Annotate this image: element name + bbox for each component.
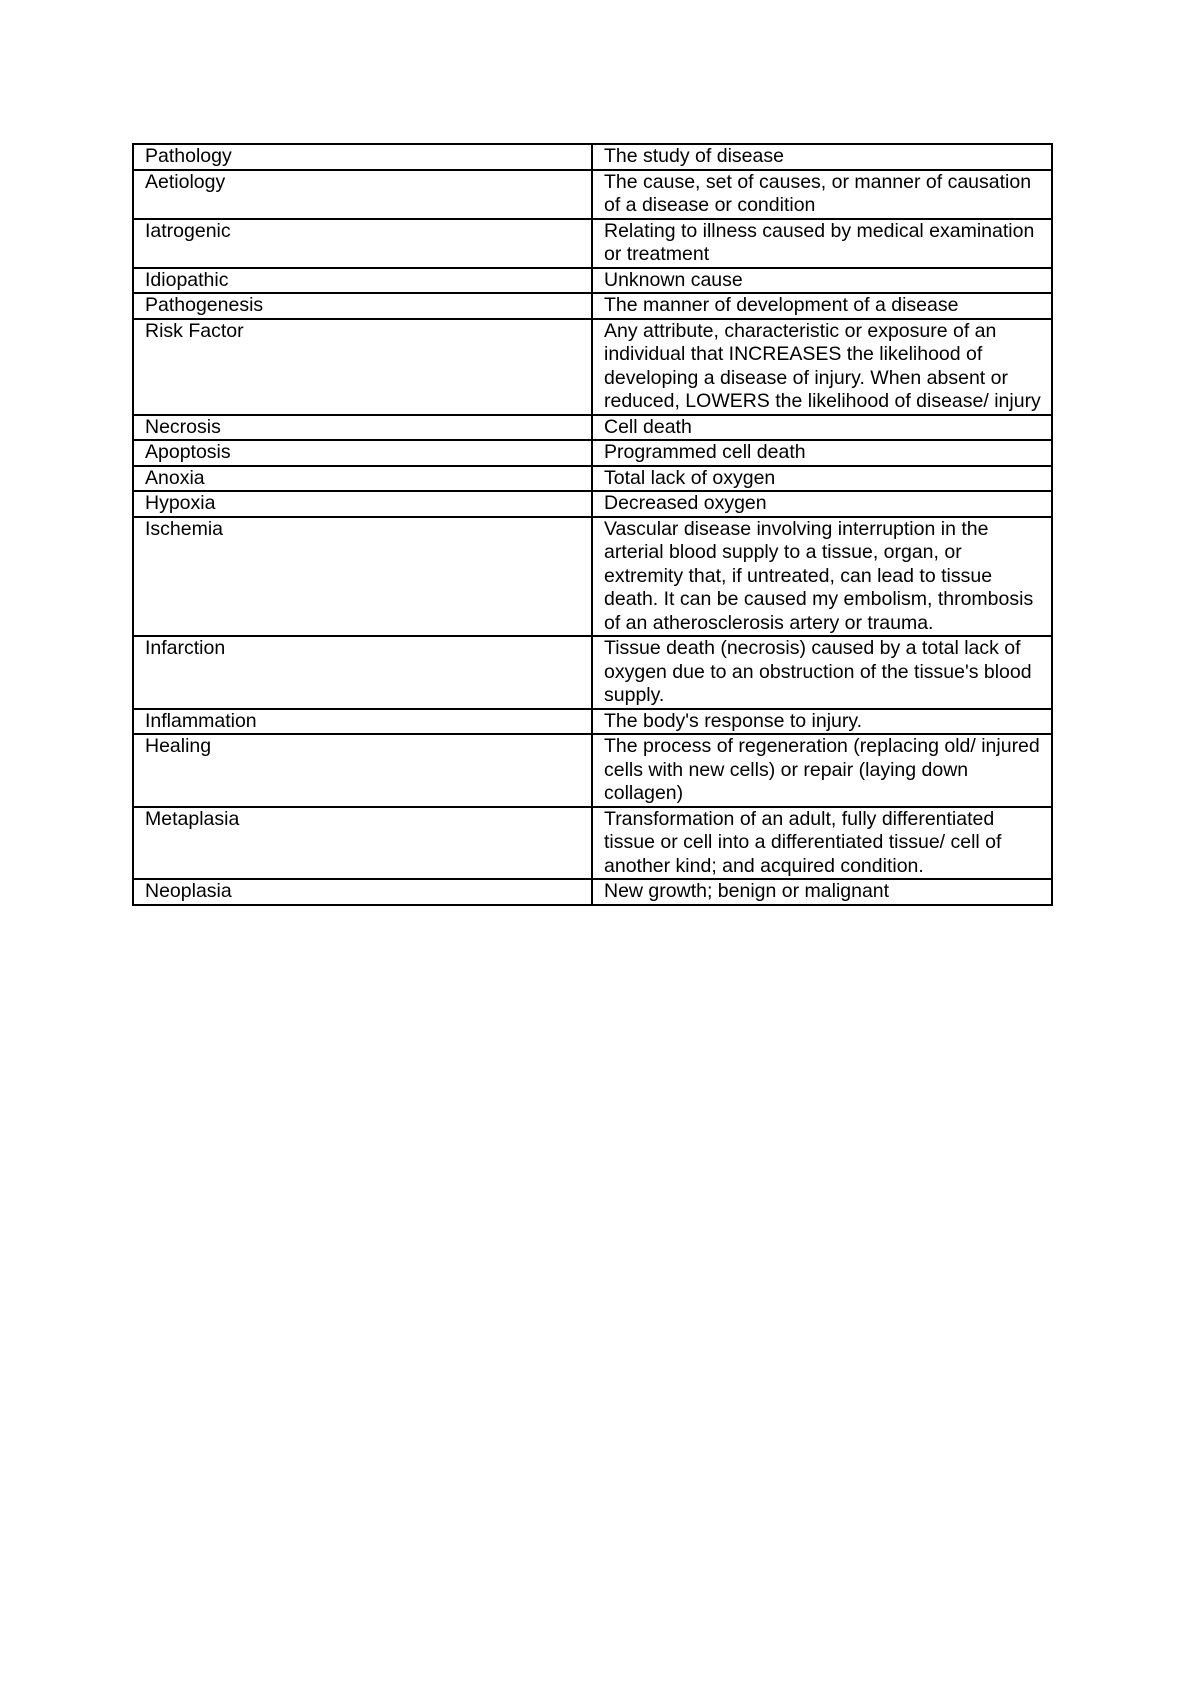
table-row (133, 466, 1052, 492)
definition-cell: Vascular disease involving interruption in the arterial blood supply to a tissue, organ, or extremity that, if untreated, can lead to tissue death. It can be caused my embolism, thrombosis of an atherosclerosis artery or trauma. (592, 517, 1052, 637)
term-cell: Necrosis (133, 415, 592, 441)
definition-cell: Relating to illness caused by medical examination or treatment (592, 219, 1052, 268)
definition-cell: Unknown cause (592, 268, 1052, 294)
definition-cell: The process of regeneration (replacing old/ injured cells with new cells) or repair (laying down collagen) (592, 734, 1052, 807)
table-row (133, 440, 1052, 466)
table-row (133, 879, 1052, 905)
term-cell: Iatrogenic (133, 219, 592, 268)
definition-cell: The study of disease (592, 144, 1052, 170)
term-cell: Neoplasia (133, 879, 592, 905)
table-row (133, 491, 1052, 517)
term-cell: Apoptosis (133, 440, 592, 466)
table-row (133, 517, 1052, 637)
term-cell: Anoxia (133, 466, 592, 492)
term-cell: Risk Factor (133, 319, 592, 415)
definition-cell: The cause, set of causes, or manner of causation of a disease or condition (592, 170, 1052, 219)
table-row (133, 319, 1052, 415)
term-cell: Inflammation (133, 709, 592, 735)
definition-cell: New growth; benign or malignant (592, 879, 1052, 905)
table-row (133, 807, 1052, 880)
table-row (133, 636, 1052, 709)
definition-cell: The body's response to injury. (592, 709, 1052, 735)
table-row (133, 415, 1052, 441)
term-cell: Aetiology (133, 170, 592, 219)
definition-cell: Total lack of oxygen (592, 466, 1052, 492)
definition-cell: Decreased oxygen (592, 491, 1052, 517)
term-cell: Pathology (133, 144, 592, 170)
table-row (133, 268, 1052, 294)
table-row (133, 709, 1052, 735)
definition-cell: Transformation of an adult, fully differentiated tissue or cell into a differentiated tissue/ cell of another kind; and acquired condition. (592, 807, 1052, 880)
definition-cell: The manner of development of a disease (592, 293, 1052, 319)
table-row (133, 734, 1052, 807)
definition-cell: Tissue death (necrosis) caused by a total lack of oxygen due to an obstruction of the tissue's blood supply. (592, 636, 1052, 709)
definition-cell: Programmed cell death (592, 440, 1052, 466)
term-cell: Metaplasia (133, 807, 592, 880)
table-row (133, 144, 1052, 170)
term-cell: Pathogenesis (133, 293, 592, 319)
definition-cell: Cell death (592, 415, 1052, 441)
table-row (133, 219, 1052, 268)
definition-cell: Any attribute, characteristic or exposure of an individual that INCREASES the likelihood of developing a disease of injury. When absent or reduced, LOWERS the likelihood of disease/ injury (592, 319, 1052, 415)
glossary-table (132, 143, 1053, 906)
term-cell: Hypoxia (133, 491, 592, 517)
glossary-table-body (133, 144, 1052, 905)
term-cell: Idiopathic (133, 268, 592, 294)
term-cell: Healing (133, 734, 592, 807)
table-row (133, 293, 1052, 319)
term-cell: Ischemia (133, 517, 592, 637)
term-cell: Infarction (133, 636, 592, 709)
table-row (133, 170, 1052, 219)
